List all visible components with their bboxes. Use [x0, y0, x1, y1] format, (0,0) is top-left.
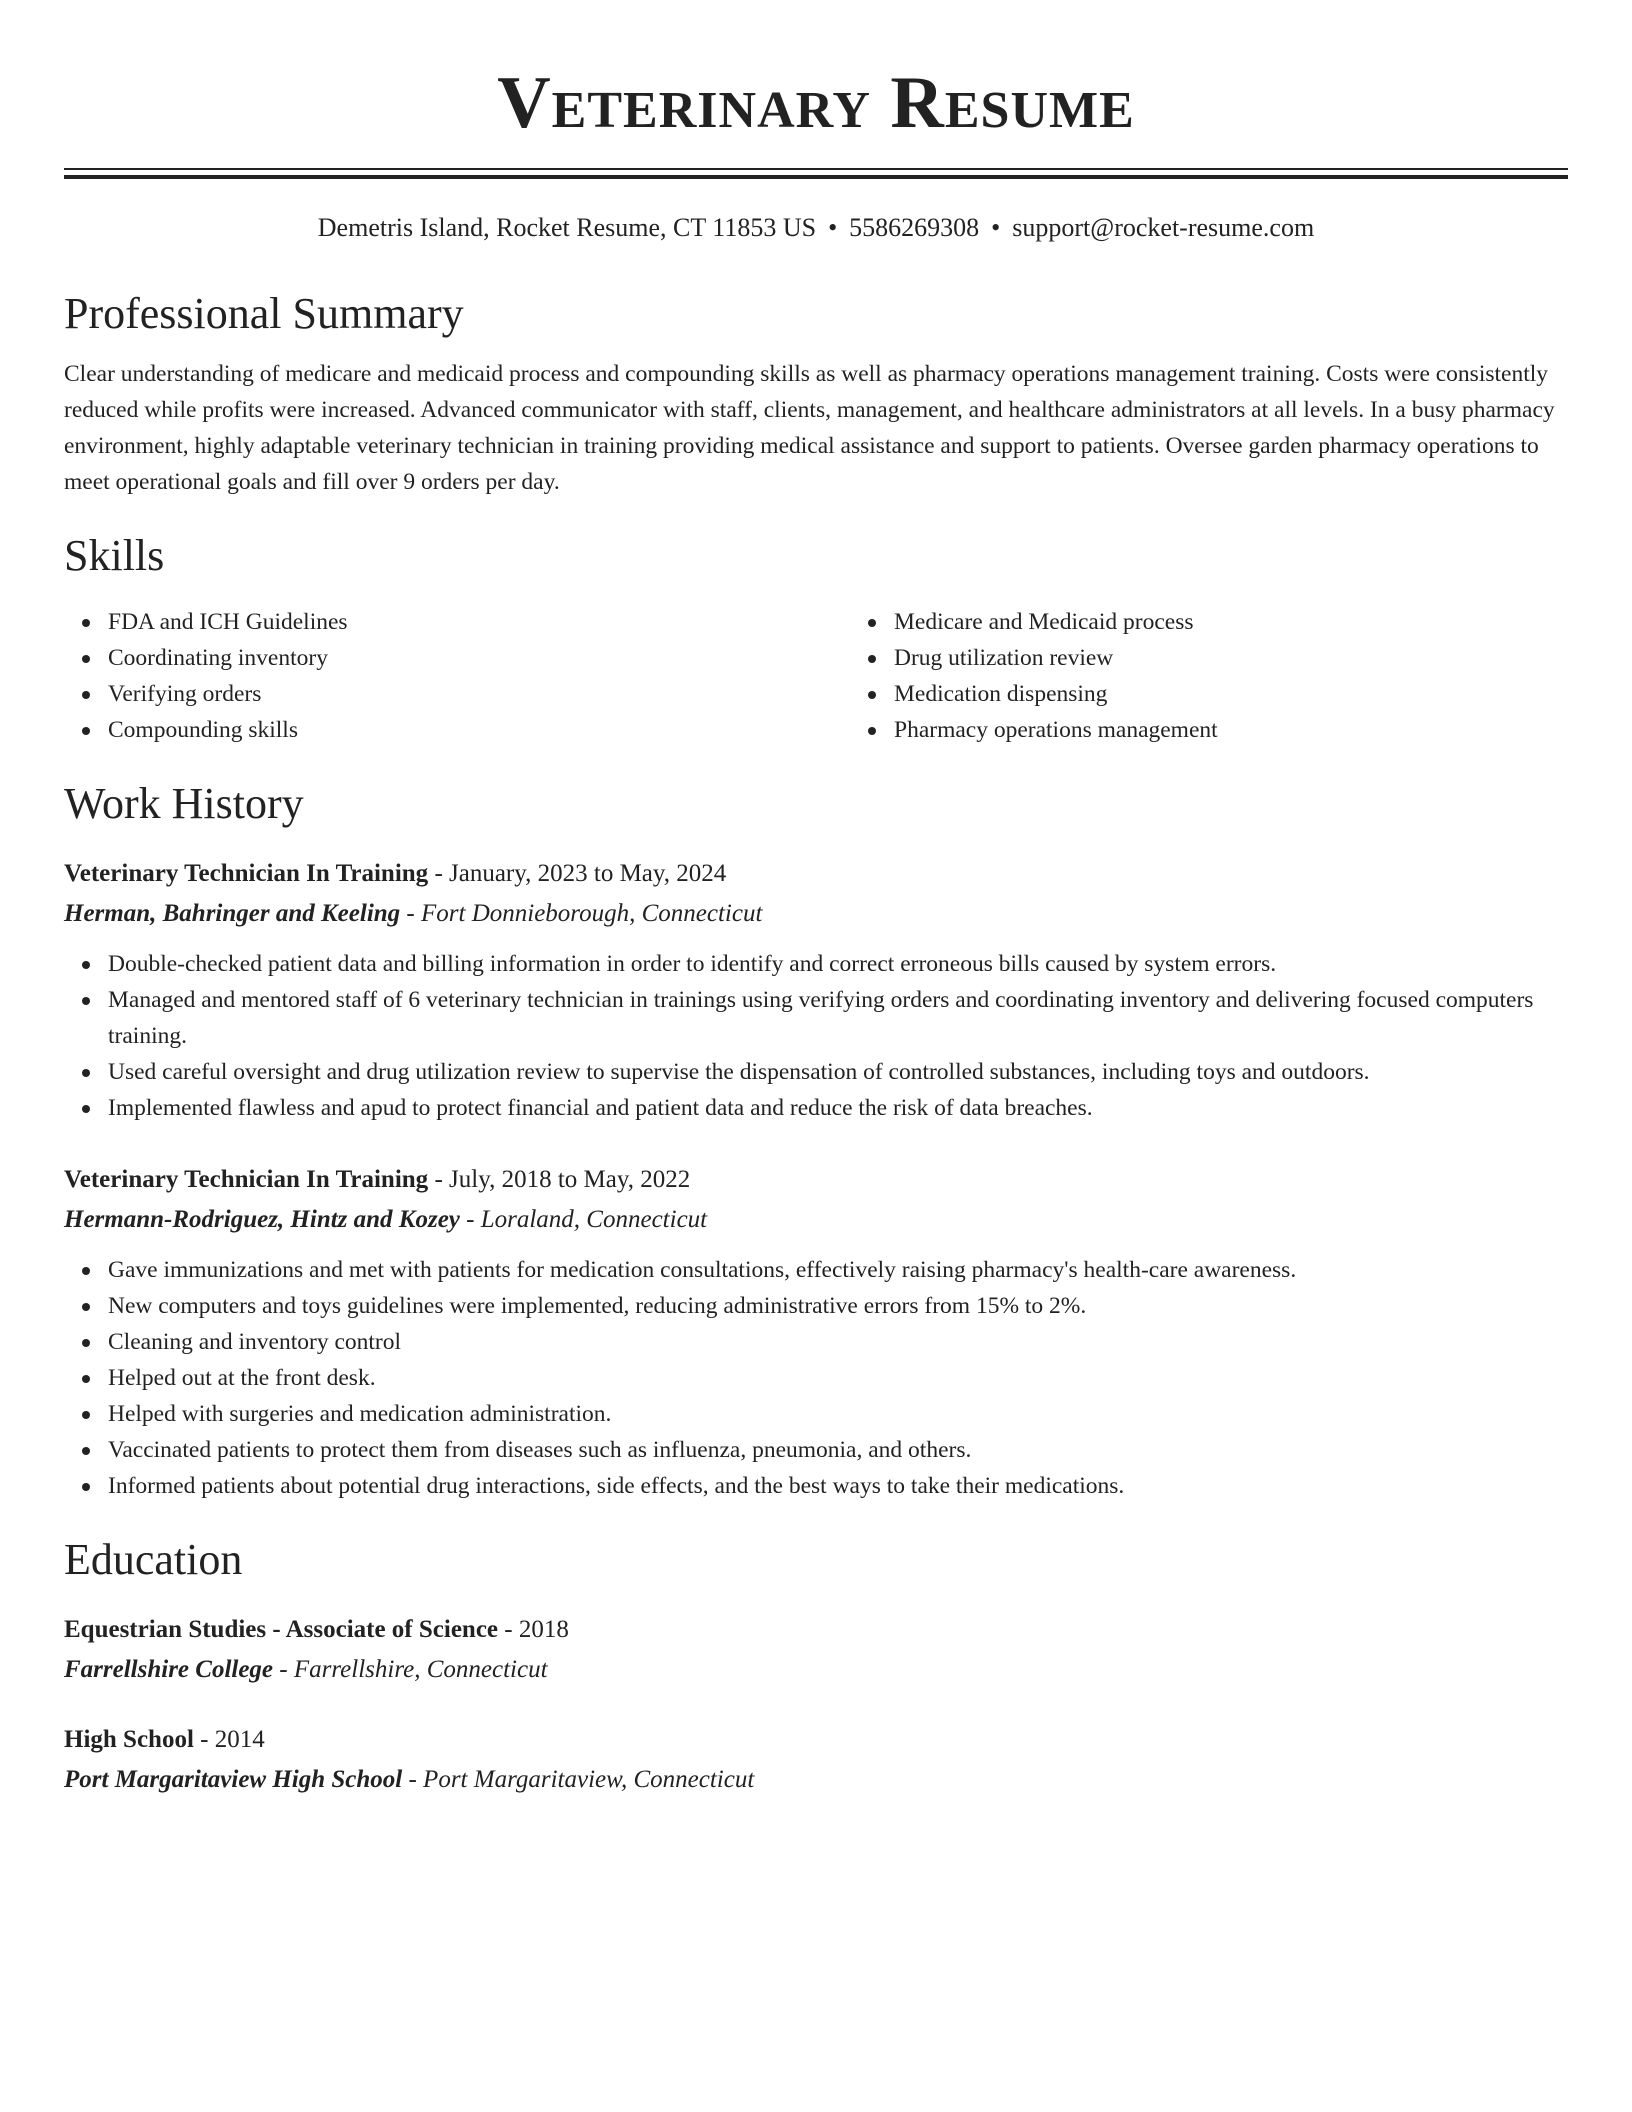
title-divider	[64, 168, 1568, 179]
skill-item: FDA and ICH Guidelines	[108, 604, 850, 640]
school-line	[64, 1650, 1568, 1690]
employer-line	[64, 1200, 1568, 1240]
skill-item: Coordinating inventory	[108, 640, 850, 676]
employer-location: - Loraland, Connecticut	[459, 1206, 708, 1233]
skills-column-left	[64, 604, 850, 748]
job-bullets	[64, 946, 1568, 1126]
degree-name: Equestrian Studies - Associate of Science	[64, 1616, 499, 1643]
job-bullet: New computers and toys guidelines were implemented, reducing administrative errors from 15% to 2%.	[108, 1288, 1568, 1324]
degree-line	[64, 1720, 1568, 1760]
contact-line	[64, 210, 1568, 246]
skill-item: Medicare and Medicaid process	[894, 604, 1632, 640]
job-bullet: Cleaning and inventory control	[108, 1324, 1568, 1360]
degree-name: High School	[64, 1726, 194, 1753]
job-entry	[64, 854, 1568, 1126]
job-bullet: Gave immunizations and met with patients for medication consultations, effectively raising pharmacy's health-care awareness.	[108, 1252, 1568, 1288]
job-bullets	[64, 1252, 1568, 1504]
job-title: Veterinary Technician In Training	[64, 1166, 429, 1193]
school-name: Port Margaritaview High School	[64, 1766, 403, 1793]
summary-heading: Professional Summary	[64, 289, 464, 338]
degree-year: - 2014	[193, 1726, 265, 1753]
employer-name: Herman, Bahringer and Keeling	[64, 900, 401, 927]
job-bullet: Used careful oversight and drug utilization review to supervise the dispensation of controlled substances, including toys and outdoors.	[108, 1054, 1568, 1090]
resume-title: Veterinary Resume	[497, 62, 1135, 144]
contact-address: Demetris Island, Rocket Resume, CT 11853 US	[317, 213, 817, 242]
contact-phone: 5586269308	[849, 213, 980, 242]
job-dates: - July, 2018 to May, 2022	[428, 1166, 691, 1193]
contact-separator: •	[828, 213, 838, 242]
education-heading: Education	[64, 1535, 243, 1584]
skill-item: Verifying orders	[108, 676, 850, 712]
contact-separator: •	[991, 213, 1001, 242]
job-entry	[64, 1160, 1568, 1504]
job-dates: - January, 2023 to May, 2024	[428, 860, 727, 887]
job-title-line	[64, 854, 1568, 894]
education-entry	[64, 1720, 1568, 1800]
skill-item: Pharmacy operations management	[894, 712, 1632, 748]
school-location: - Farrellshire, Connecticut	[273, 1656, 548, 1683]
employer-line	[64, 894, 1568, 934]
skills-list	[64, 604, 1568, 748]
job-bullet: Helped out at the front desk.	[108, 1360, 1568, 1396]
skill-item: Medication dispensing	[894, 676, 1632, 712]
resume-page	[64, 0, 1568, 1800]
employer-location: - Fort Donnieborough, Connecticut	[400, 900, 763, 927]
school-location: - Port Margaritaview, Connecticut	[402, 1766, 755, 1793]
skill-item: Drug utilization review	[894, 640, 1632, 676]
contact-email: support@rocket-resume.com	[1012, 213, 1315, 242]
work-history-heading: Work History	[64, 779, 304, 828]
skills-heading: Skills	[64, 531, 165, 580]
skills-column-right	[850, 604, 1632, 748]
job-bullet: Vaccinated patients to protect them from diseases such as influenza, pneumonia, and others.	[108, 1432, 1568, 1468]
job-title-line	[64, 1160, 1568, 1200]
summary-text: Clear understanding of medicare and medicaid process and compounding skills as well as pharmacy operations management training. Costs were consistently reduced while profits were increased. Advanced communicator with staff, clients, management, and healthcare administrators at all levels. In a busy pharmacy environment, highly adaptable veterinary technician in training providing medical assistance and support to patients. Oversee garden pharmacy operations to meet operational goals and fill over 9 orders per day.	[64, 361, 1555, 495]
job-title: Veterinary Technician In Training	[64, 860, 429, 887]
school-line	[64, 1760, 1568, 1800]
school-name: Farrellshire College	[64, 1656, 274, 1683]
education-entry	[64, 1610, 1568, 1690]
employer-name: Hermann-Rodriguez, Hintz and Kozey	[64, 1206, 460, 1233]
job-bullet: Implemented flawless and apud to protect financial and patient data and reduce the risk of data breaches.	[108, 1090, 1568, 1126]
job-bullet: Double-checked patient data and billing information in order to identify and correct erroneous bills caused by system errors.	[108, 946, 1568, 982]
degree-line	[64, 1610, 1568, 1650]
job-bullet: Helped with surgeries and medication administration.	[108, 1396, 1568, 1432]
job-bullet: Managed and mentored staff of 6 veterinary technician in trainings using verifying orders and coordinating inventory and delivering focused computers training.	[108, 982, 1568, 1054]
degree-year: - 2018	[498, 1616, 569, 1643]
skill-item: Compounding skills	[108, 712, 850, 748]
job-bullet: Informed patients about potential drug interactions, side effects, and the best ways to take their medications.	[108, 1468, 1568, 1504]
